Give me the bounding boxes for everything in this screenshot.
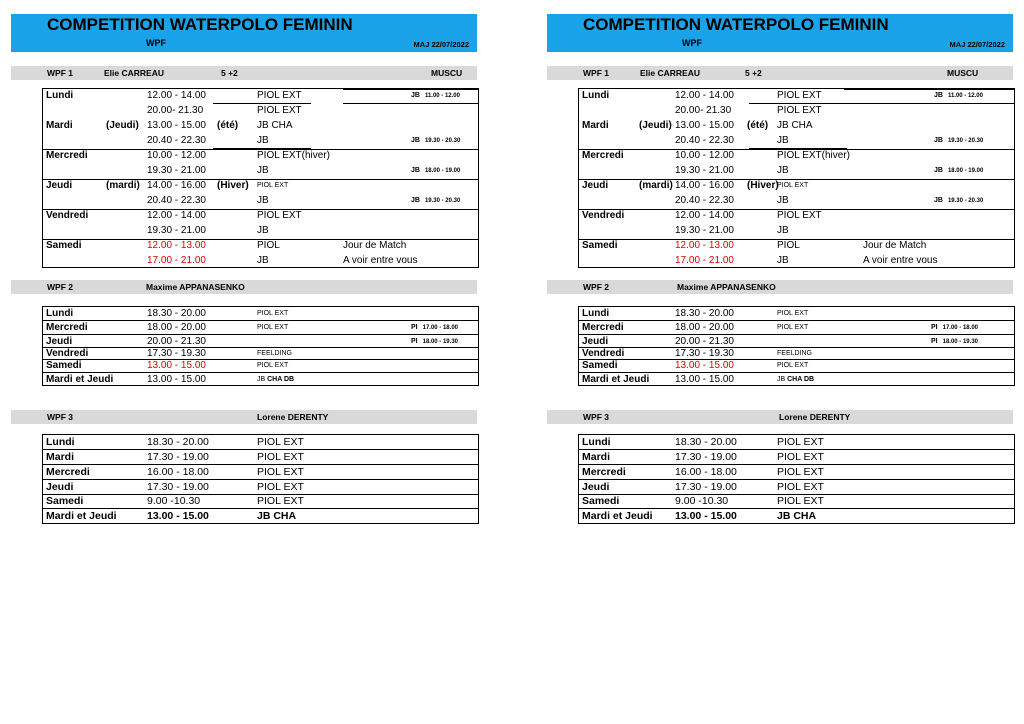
- page-title: COMPETITION WATERPOLO FEMININ: [47, 15, 353, 34]
- group-code: WPF 2: [583, 282, 609, 292]
- group-header-wpf2: [547, 280, 1013, 294]
- title-banner: [547, 14, 1013, 52]
- schedule-sheet-left: [11, 14, 477, 534]
- group-code: WPF 2: [47, 282, 73, 292]
- title-banner: [11, 14, 477, 52]
- wpf1-schedule-table: Lundi 12.00 - 14.00 PIOL EXT JB 11.00 - 12.00 20.00- 21.30 PIOL EXT Mardi (Jeudi) 13.00 - 15.00 (été) JB CHA 20.40 - 22.30 JB JB 19.30 - 20.30 Mercredi 10.00 - 12.00 PIOL EXT(hiver) 19.30 - 21.00 JB JB 18.00 - 19.00 Jeudi (mardi) 14.00 - 16.00 (Hiver) PIOL EXT 20.40 - 22.30 JB JB 19.30 - 20.30 Vendredi 12.00 - 14.00 PIOL EXT 19.30 - 21.00 JB Samedi 12.00 - 13.00 PIOL Jour de Match 17.00 - 21.00 JB A voir entre vous: [42, 88, 479, 268]
- group-detail: 5 +2: [221, 68, 238, 78]
- group-coach: Lorene DERENTY: [257, 412, 329, 422]
- wpf2-schedule-table: Lundi 18.30 - 20.00 PIOL EXT Mercredi 18.00 - 20.00 PIOL EXT PI 17.00 - 18.00 Jeudi 20.00 - 21.30 PI 18.00 - 19.30 Vendredi 17.30 - 19.30 FEELDING Samedi 13.00 - 15.00 PIOL EXT Mardi et Jeudi 13.00 - 15.00 JB CHA DB: [578, 306, 1015, 386]
- group-coach: Elie CARREAU: [104, 68, 164, 78]
- group-code: WPF 1: [583, 68, 609, 78]
- group-header-wpf3: [11, 410, 477, 424]
- group-coach: Maxime APPANASENKO: [146, 282, 245, 292]
- schedule-sheet-right: [547, 14, 1013, 534]
- page-subtitle: WPF: [682, 38, 702, 48]
- wpf3-schedule-table: Lundi 18.30 - 20.00 PIOL EXT Mardi 17.30 - 19.00 PIOL EXT Mercredi 16.00 - 18.00 PIOL EXT Jeudi 17.30 - 19.00 PIOL EXT Samedi 9.00 -10.30 PIOL EXT Mardi et Jeudi 13.00 - 15.00 JB CHA: [578, 434, 1015, 524]
- group-coach: Lorene DERENTY: [779, 412, 851, 422]
- page-title: COMPETITION WATERPOLO FEMININ: [583, 15, 889, 34]
- group-detail: 5 +2: [745, 68, 762, 78]
- group-extra: MUSCU: [431, 68, 463, 78]
- wpf2-schedule-table: Lundi 18.30 - 20.00 PIOL EXT Mercredi 18.00 - 20.00 PIOL EXT PI 17.00 - 18.00 Jeudi 20.00 - 21.30 PI 18.00 - 19.30 Vendredi 17.30 - 19.30 FEELDING Samedi 13.00 - 15.00 PIOL EXT Mardi et Jeudi 13.00 - 15.00 JB CHA DB: [42, 306, 479, 386]
- group-code: WPF 1: [47, 68, 73, 78]
- update-date: MAJ 22/07/2022: [413, 40, 469, 49]
- group-coach: Elie CARREAU: [640, 68, 700, 78]
- group-code: WPF 3: [47, 412, 73, 422]
- group-header-wpf2: [11, 280, 477, 294]
- group-coach: Maxime APPANASENKO: [677, 282, 776, 292]
- group-header-wpf1: [547, 66, 1013, 80]
- group-header-wpf1: [11, 66, 477, 80]
- wpf1-schedule-table: Lundi 12.00 - 14.00 PIOL EXT JB 11.00 - 12.00 20.00- 21.30 PIOL EXT Mardi (Jeudi) 13.00 - 15.00 (été) JB CHA 20.40 - 22.30 JB JB 19.30 - 20.30 Mercredi 10.00 - 12.00 PIOL EXT(hiver) 19.30 - 21.00 JB JB 18.00 - 19.00 Jeudi (mardi) 14.00 - 16.00 (Hiver) PIOL EXT 20.40 - 22.30 JB JB 19.30 - 20.30 Vendredi 12.00 - 14.00 PIOL EXT 19.30 - 21.00 JB Samedi 12.00 - 13.00 PIOL Jour de Match 17.00 - 21.00 JB A voir entre vous: [578, 88, 1015, 268]
- wpf3-schedule-table: Lundi 18.30 - 20.00 PIOL EXT Mardi 17.30 - 19.00 PIOL EXT Mercredi 16.00 - 18.00 PIOL EXT Jeudi 17.30 - 19.00 PIOL EXT Samedi 9.00 -10.30 PIOL EXT Mardi et Jeudi 13.00 - 15.00 JB CHA: [42, 434, 479, 524]
- group-header-wpf3: [547, 410, 1013, 424]
- page-subtitle: WPF: [146, 38, 166, 48]
- group-extra: MUSCU: [947, 68, 979, 78]
- group-code: WPF 3: [583, 412, 609, 422]
- update-date: MAJ 22/07/2022: [949, 40, 1005, 49]
